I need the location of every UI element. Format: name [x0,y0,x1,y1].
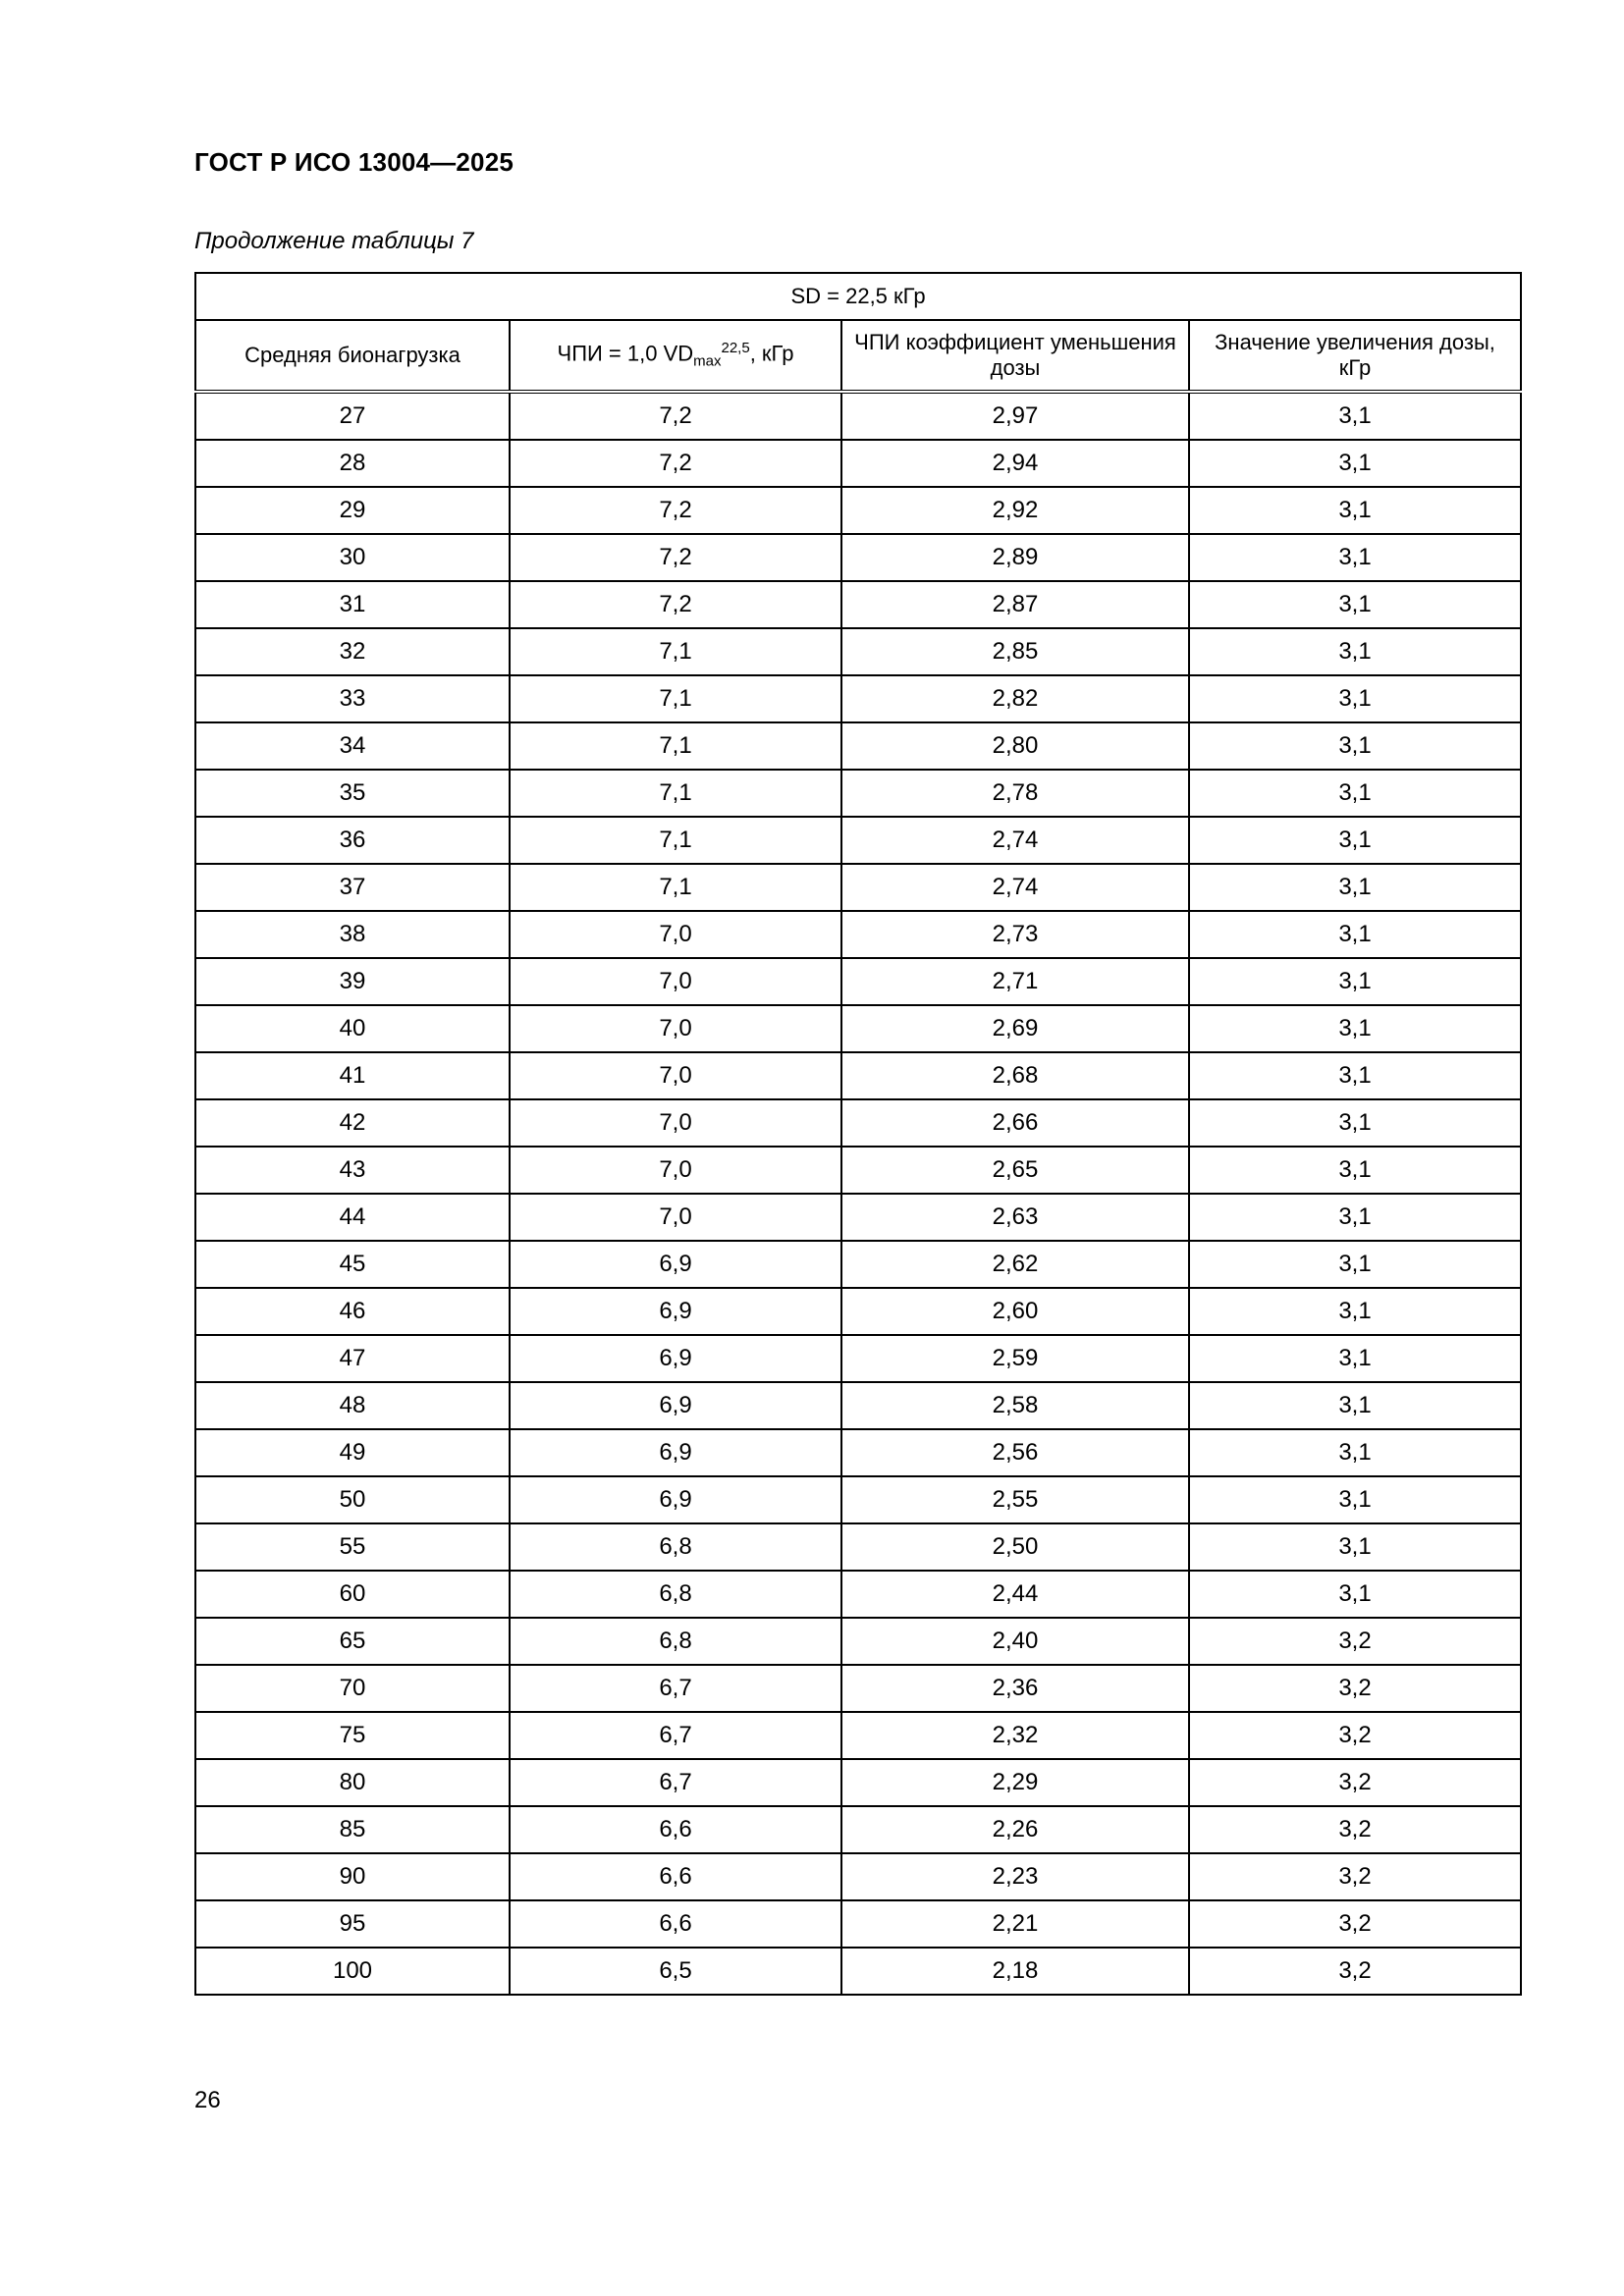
cell-dose-increment: 3,1 [1189,440,1521,487]
cell-dose-reduction-factor: 2,58 [841,1382,1189,1429]
table-row [195,1618,1521,1665]
cell-fpi-dose: 6,8 [510,1523,841,1571]
cell-dose-reduction-factor: 2,66 [841,1099,1189,1147]
cell-fpi-dose: 7,0 [510,1005,841,1052]
cell-dose-reduction-factor: 2,82 [841,675,1189,722]
table-row [195,1099,1521,1147]
cell-dose-reduction-factor: 2,73 [841,911,1189,958]
table-row [195,1665,1521,1712]
cell-average-bioburden: 34 [195,722,510,770]
cell-dose-increment: 3,1 [1189,628,1521,675]
cell-dose-reduction-factor: 2,65 [841,1147,1189,1194]
cell-fpi-dose: 7,2 [510,440,841,487]
cell-average-bioburden: 38 [195,911,510,958]
cell-average-bioburden: 28 [195,440,510,487]
cell-dose-increment: 3,1 [1189,958,1521,1005]
cell-dose-increment: 3,1 [1189,1335,1521,1382]
cell-dose-increment: 3,1 [1189,722,1521,770]
cell-average-bioburden: 90 [195,1853,510,1900]
cell-dose-increment: 3,1 [1189,1005,1521,1052]
cell-average-bioburden: 75 [195,1712,510,1759]
cell-average-bioburden: 49 [195,1429,510,1476]
table-row [195,1335,1521,1382]
cell-fpi-dose: 6,9 [510,1429,841,1476]
cell-fpi-dose: 6,6 [510,1806,841,1853]
cell-dose-reduction-factor: 2,80 [841,722,1189,770]
header-fpi-dose-prefix: ЧПИ = 1,0 VD [557,341,694,366]
cell-fpi-dose: 6,6 [510,1900,841,1948]
cell-dose-increment: 3,1 [1189,1523,1521,1571]
table-row [195,817,1521,864]
cell-dose-reduction-factor: 2,63 [841,1194,1189,1241]
table-row [195,581,1521,628]
cell-dose-reduction-factor: 2,36 [841,1665,1189,1712]
cell-dose-reduction-factor: 2,21 [841,1900,1189,1948]
cell-dose-increment: 3,1 [1189,1288,1521,1335]
cell-fpi-dose: 7,0 [510,1194,841,1241]
cell-fpi-dose: 6,8 [510,1571,841,1618]
cell-average-bioburden: 70 [195,1665,510,1712]
cell-dose-increment: 3,1 [1189,1429,1521,1476]
cell-fpi-dose: 7,0 [510,1147,841,1194]
cell-dose-reduction-factor: 2,62 [841,1241,1189,1288]
cell-fpi-dose: 7,1 [510,864,841,911]
cell-dose-reduction-factor: 2,97 [841,392,1189,440]
cell-dose-increment: 3,2 [1189,1618,1521,1665]
cell-fpi-dose: 6,9 [510,1476,841,1523]
table-row [195,1194,1521,1241]
table-row [195,1288,1521,1335]
cell-fpi-dose: 7,2 [510,581,841,628]
cell-fpi-dose: 6,9 [510,1288,841,1335]
cell-dose-increment: 3,1 [1189,1571,1521,1618]
cell-average-bioburden: 55 [195,1523,510,1571]
cell-dose-increment: 3,2 [1189,1759,1521,1806]
table-row [195,958,1521,1005]
table-row [195,722,1521,770]
cell-average-bioburden: 37 [195,864,510,911]
header-fpi-dose-subscript: max [693,352,722,370]
cell-dose-reduction-factor: 2,85 [841,628,1189,675]
cell-dose-increment: 3,1 [1189,487,1521,534]
cell-fpi-dose: 7,1 [510,628,841,675]
cell-dose-reduction-factor: 2,23 [841,1853,1189,1900]
header-fpi-dose [510,320,841,392]
cell-fpi-dose: 6,7 [510,1712,841,1759]
cell-fpi-dose: 6,7 [510,1759,841,1806]
dose-table [194,272,1522,1996]
table-caption: Продолжение таблицы 7 [194,228,474,254]
cell-dose-reduction-factor: 2,74 [841,817,1189,864]
cell-dose-increment: 3,1 [1189,392,1521,440]
cell-average-bioburden: 44 [195,1194,510,1241]
table-row [195,675,1521,722]
cell-average-bioburden: 36 [195,817,510,864]
cell-dose-reduction-factor: 2,69 [841,1005,1189,1052]
page-number: 26 [194,2087,221,2113]
table-body [195,392,1521,1995]
cell-fpi-dose: 7,1 [510,770,841,817]
cell-average-bioburden: 85 [195,1806,510,1853]
cell-dose-reduction-factor: 2,71 [841,958,1189,1005]
cell-dose-increment: 3,1 [1189,1147,1521,1194]
table-row [195,1005,1521,1052]
cell-dose-increment: 3,1 [1189,1241,1521,1288]
table-group-header-row [195,273,1521,320]
table-row [195,440,1521,487]
cell-average-bioburden: 31 [195,581,510,628]
cell-dose-increment: 3,1 [1189,1194,1521,1241]
cell-average-bioburden: 48 [195,1382,510,1429]
cell-average-bioburden: 40 [195,1005,510,1052]
cell-dose-increment: 3,1 [1189,534,1521,581]
cell-average-bioburden: 41 [195,1052,510,1099]
cell-dose-increment: 3,2 [1189,1853,1521,1900]
cell-average-bioburden: 42 [195,1099,510,1147]
cell-dose-reduction-factor: 2,94 [841,440,1189,487]
table-row [195,1052,1521,1099]
cell-dose-increment: 3,1 [1189,1382,1521,1429]
cell-dose-increment: 3,2 [1189,1948,1521,1995]
cell-average-bioburden: 29 [195,487,510,534]
table-row [195,1900,1521,1948]
cell-dose-reduction-factor: 2,92 [841,487,1189,534]
header-fpi-dose-superscript: 22,5 [721,340,750,357]
table-row [195,392,1521,440]
table-row [195,1853,1521,1900]
table-row [195,770,1521,817]
cell-dose-reduction-factor: 2,32 [841,1712,1189,1759]
cell-dose-increment: 3,1 [1189,1099,1521,1147]
cell-fpi-dose: 7,1 [510,675,841,722]
cell-dose-reduction-factor: 2,60 [841,1288,1189,1335]
table-header-row [195,320,1521,392]
cell-fpi-dose: 7,2 [510,487,841,534]
table-row [195,1523,1521,1571]
table-row [195,1476,1521,1523]
header-dose-increment: Значение увеличения дозы, кГр [1189,320,1521,392]
cell-fpi-dose: 7,1 [510,722,841,770]
cell-fpi-dose: 7,0 [510,1099,841,1147]
cell-average-bioburden: 35 [195,770,510,817]
cell-dose-reduction-factor: 2,55 [841,1476,1189,1523]
table-row [195,1382,1521,1429]
cell-dose-increment: 3,1 [1189,770,1521,817]
table-row [195,1806,1521,1853]
header-average-bioburden: Средняя бионагрузка [195,320,510,392]
cell-dose-reduction-factor: 2,59 [841,1335,1189,1382]
cell-fpi-dose: 7,0 [510,1052,841,1099]
cell-dose-reduction-factor: 2,78 [841,770,1189,817]
cell-dose-reduction-factor: 2,26 [841,1806,1189,1853]
cell-dose-increment: 3,1 [1189,864,1521,911]
table-row [195,534,1521,581]
cell-dose-reduction-factor: 2,56 [841,1429,1189,1476]
cell-average-bioburden: 65 [195,1618,510,1665]
cell-average-bioburden: 60 [195,1571,510,1618]
cell-dose-increment: 3,1 [1189,911,1521,958]
table-row [195,911,1521,958]
cell-dose-increment: 3,1 [1189,581,1521,628]
cell-average-bioburden: 32 [195,628,510,675]
cell-dose-reduction-factor: 2,50 [841,1523,1189,1571]
table-row [195,1429,1521,1476]
cell-dose-increment: 3,1 [1189,1052,1521,1099]
cell-fpi-dose: 7,0 [510,958,841,1005]
header-dose-reduction-factor: ЧПИ коэффициент уменьшения дозы [841,320,1189,392]
table-row [195,1147,1521,1194]
cell-average-bioburden: 80 [195,1759,510,1806]
sd-group-header: SD = 22,5 кГр [195,273,1521,320]
cell-fpi-dose: 7,2 [510,534,841,581]
table-row [195,1241,1521,1288]
cell-fpi-dose: 6,9 [510,1382,841,1429]
cell-dose-reduction-factor: 2,87 [841,581,1189,628]
cell-fpi-dose: 7,0 [510,911,841,958]
cell-average-bioburden: 45 [195,1241,510,1288]
cell-average-bioburden: 30 [195,534,510,581]
cell-dose-reduction-factor: 2,89 [841,534,1189,581]
cell-dose-reduction-factor: 2,18 [841,1948,1189,1995]
table-row [195,1571,1521,1618]
cell-dose-reduction-factor: 2,68 [841,1052,1189,1099]
cell-average-bioburden: 47 [195,1335,510,1382]
cell-dose-increment: 3,2 [1189,1806,1521,1853]
cell-fpi-dose: 7,2 [510,392,841,440]
cell-dose-increment: 3,1 [1189,675,1521,722]
table-row [195,1759,1521,1806]
table-row [195,1948,1521,1995]
cell-dose-increment: 3,2 [1189,1665,1521,1712]
cell-average-bioburden: 50 [195,1476,510,1523]
cell-average-bioburden: 100 [195,1948,510,1995]
cell-dose-increment: 3,2 [1189,1900,1521,1948]
cell-dose-increment: 3,1 [1189,817,1521,864]
cell-fpi-dose: 6,8 [510,1618,841,1665]
cell-dose-reduction-factor: 2,40 [841,1618,1189,1665]
cell-average-bioburden: 46 [195,1288,510,1335]
cell-average-bioburden: 43 [195,1147,510,1194]
header-fpi-dose-suffix: , кГр [749,341,794,366]
table-row [195,1712,1521,1759]
cell-fpi-dose: 6,9 [510,1335,841,1382]
table-row [195,864,1521,911]
cell-fpi-dose: 7,1 [510,817,841,864]
cell-dose-reduction-factor: 2,74 [841,864,1189,911]
table-row [195,628,1521,675]
cell-fpi-dose: 6,7 [510,1665,841,1712]
cell-fpi-dose: 6,6 [510,1853,841,1900]
cell-fpi-dose: 6,9 [510,1241,841,1288]
cell-dose-reduction-factor: 2,44 [841,1571,1189,1618]
cell-average-bioburden: 39 [195,958,510,1005]
cell-dose-reduction-factor: 2,29 [841,1759,1189,1806]
cell-average-bioburden: 27 [195,392,510,440]
document-title: ГОСТ Р ИСО 13004—2025 [194,147,514,177]
cell-fpi-dose: 6,5 [510,1948,841,1995]
cell-average-bioburden: 95 [195,1900,510,1948]
cell-dose-increment: 3,2 [1189,1712,1521,1759]
table-row [195,487,1521,534]
cell-average-bioburden: 33 [195,675,510,722]
cell-dose-increment: 3,1 [1189,1476,1521,1523]
